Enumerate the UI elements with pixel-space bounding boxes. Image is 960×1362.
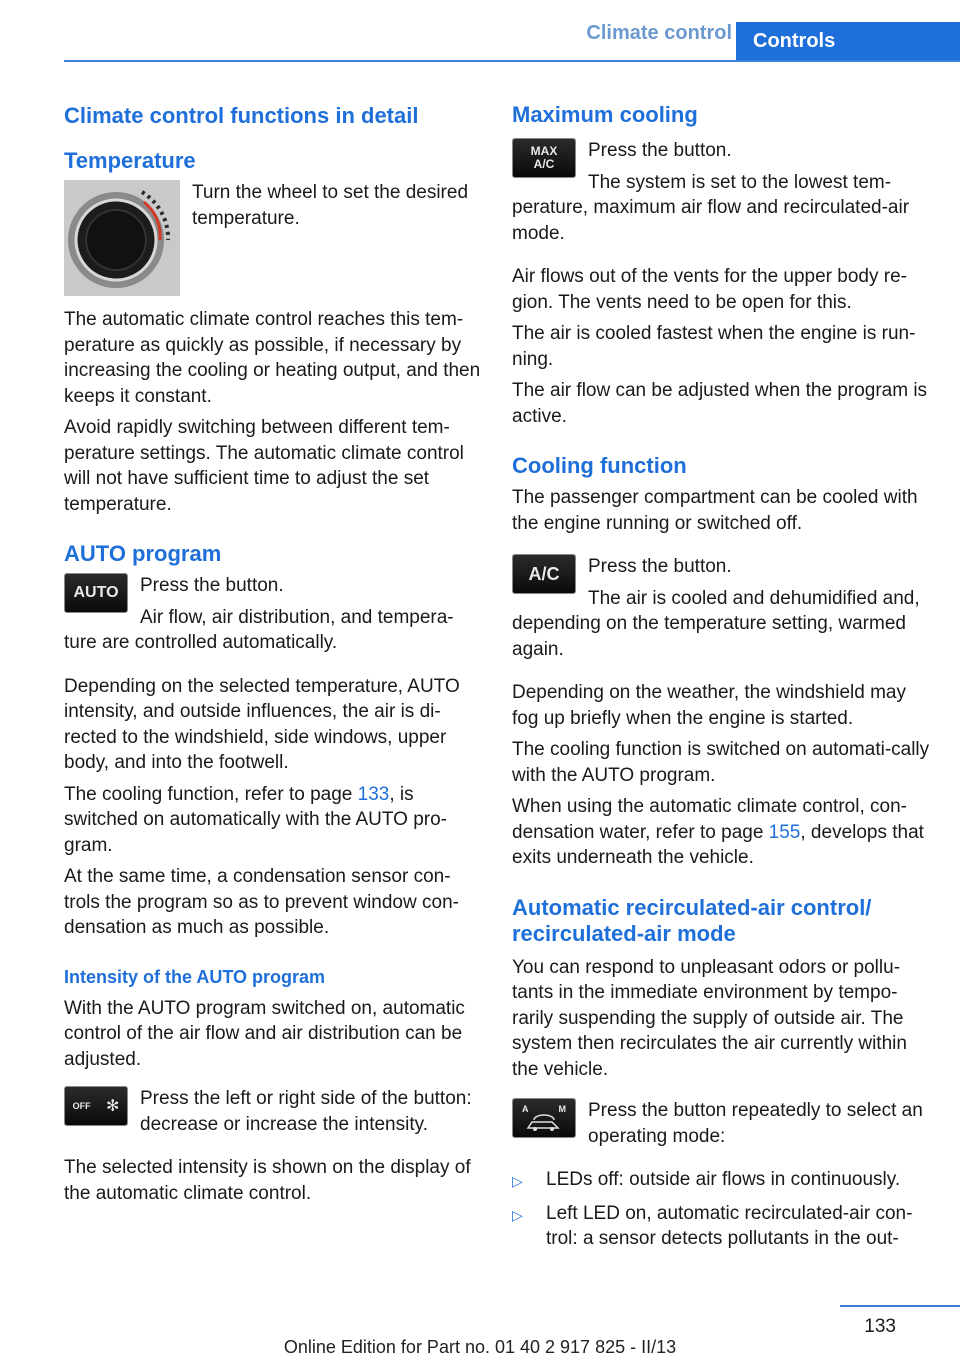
intensity-button-figure <box>64 1086 128 1126</box>
list-item <box>512 1201 930 1252</box>
footer-edition: Online Edition for Part no. 01 40 2 917 825 - II/13 <box>283 1337 677 1357</box>
auto-press: Press the button. <box>140 575 284 596</box>
temperature-paragraph-2: Avoid rapidly switching between different tem-perature settings. The automatic climate control will not have sufficient time to adjust the set temperature. <box>64 417 464 515</box>
fan-icon: ✻ <box>105 1098 120 1115</box>
max-paragraph-3: The air flow can be adjusted when the program is active. <box>512 380 928 427</box>
recirc-press: Press the button repeatedly to select an operating mode: <box>588 1100 923 1147</box>
intensity-paragraph-1: With the AUTO program switched on, automatic control of the air flow and air distribution can be adjusted. <box>64 997 465 1070</box>
heading-recirculated-air: Automatic recirculated-air control/ recirculated-air mode <box>512 894 872 946</box>
cooling-p4-text-b: , develops that exits underneath the vehicle. <box>512 821 924 868</box>
auto-desc: Air flow, air distribution, and tempera-ture are controlled automatically. <box>64 606 454 653</box>
heading-intensity: Intensity of the AUTO program <box>64 966 326 987</box>
bullet-triangle-icon: ▷ <box>512 1206 523 1223</box>
max-paragraph-1: Air flows out of the vents for the upper body re-gion. The vents need to be open for this. <box>512 266 907 313</box>
header-chapter-tab: Controls <box>736 22 960 62</box>
auto-button-icon: AUTO <box>64 573 128 613</box>
footer-rule <box>840 1305 960 1307</box>
ac-button-figure <box>512 554 576 594</box>
temperature-wheel-figure <box>64 180 180 301</box>
cooling-paragraph-1: The passenger compartment can be cooled with the engine running or switched off. <box>512 487 918 534</box>
page-link-155[interactable]: 155 <box>768 821 801 843</box>
intensity-button-icon <box>64 1086 128 1126</box>
intensity-press: Press the left or right side of the button: decrease or increase the intensity. <box>140 1088 472 1135</box>
heading-cooling-function: Cooling function <box>512 453 687 478</box>
cooling-desc: The air is cooled and dehumidified and, depending on the temperature setting, warmed again. <box>512 587 920 660</box>
intensity-off-label: OFF <box>72 1101 91 1111</box>
page-title: Climate control functions in detail <box>64 103 419 128</box>
recirc-paragraph-1: You can respond to unpleasant odors or pollu-tants in the immediate environment by tempo-rarily suspending the supply of outside air. The system then recirculates the air currently within the vehicle. <box>512 956 907 1080</box>
max-paragraph-2: The air is cooled fastest when the engine is run-ning. <box>512 323 916 370</box>
list-item <box>512 1167 930 1195</box>
cooling-p4-text-a: When using the automatic climate control, con-densation water, refer to page <box>512 796 907 843</box>
auto-p2-text-b: , is switched on automatically with the AUTO pro-gram. <box>64 783 447 856</box>
cooling-press: Press the button. <box>588 556 732 577</box>
max-label: MAX <box>530 144 558 158</box>
heading-temperature: Temperature <box>64 148 196 173</box>
max-ac-button-figure <box>512 138 576 178</box>
recirc-button-figure <box>512 1098 576 1138</box>
header-section-title: Climate control <box>586 22 732 44</box>
cooling-paragraph-2: Depending on the weather, the windshield may fog up briefly when the engine is started. <box>512 682 906 729</box>
header-rule <box>64 60 960 62</box>
bullet-triangle-icon: ▷ <box>512 1173 523 1189</box>
recirc-a-label: A <box>522 1104 529 1114</box>
recirc-bullet-2: Left LED on, automatic recirculated-air con-trol: a sensor detects pollutants in the out- <box>546 1202 913 1249</box>
auto-button-figure <box>64 573 128 613</box>
right-column <box>512 102 930 1258</box>
page-link-133[interactable]: 133 <box>357 783 390 805</box>
page-number: 133 <box>864 1316 896 1337</box>
ac-label: A/C <box>533 157 555 171</box>
heading-maximum-cooling: Maximum cooling <box>512 102 698 127</box>
intensity-paragraph-2: The selected intensity is shown on the display of the automatic climate control. <box>64 1157 471 1204</box>
cooling-paragraph-4 <box>512 794 930 871</box>
left-column <box>64 102 482 1212</box>
recirc-m-label: M <box>558 1104 566 1114</box>
page-header <box>0 0 960 62</box>
auto-paragraph-2 <box>64 782 482 859</box>
temperature-paragraph-1: The automatic climate control reaches this tem-perature as quickly as possible, if necessary by increasing the cooling or heating output, and then keeps it constant. <box>64 309 481 407</box>
car-recirculation-icon <box>524 1114 564 1132</box>
ac-button-icon: A/C <box>512 554 576 594</box>
auto-p2-text-a: The cooling function, refer to page <box>64 783 358 805</box>
temperature-wheel-icon <box>64 180 180 296</box>
max-ac-button-icon <box>512 138 576 178</box>
recirc-button-icon <box>512 1098 576 1138</box>
max-desc: The system is set to the lowest tem-perature, maximum air flow and recirculated-air mode. <box>512 171 910 244</box>
max-press: Press the button. <box>588 140 732 161</box>
temperature-intro: Turn the wheel to set the desired temperature. <box>192 182 469 229</box>
recirc-bullet-1: LEDs off: outside air flows in continuously. <box>546 1169 901 1190</box>
auto-paragraph-1: Depending on the selected temperature, AUTO intensity, and outside influences, the air is di-rected to the windshield, side windows, upper body, and into the footwell. <box>64 675 460 773</box>
heading-auto-program: AUTO program <box>64 541 222 566</box>
cooling-paragraph-3: The cooling function is switched on automati-cally with the AUTO program. <box>512 739 930 786</box>
auto-paragraph-3: At the same time, a condensation sensor con-trols the program so as to prevent window con-densation as much as possible. <box>64 866 459 938</box>
